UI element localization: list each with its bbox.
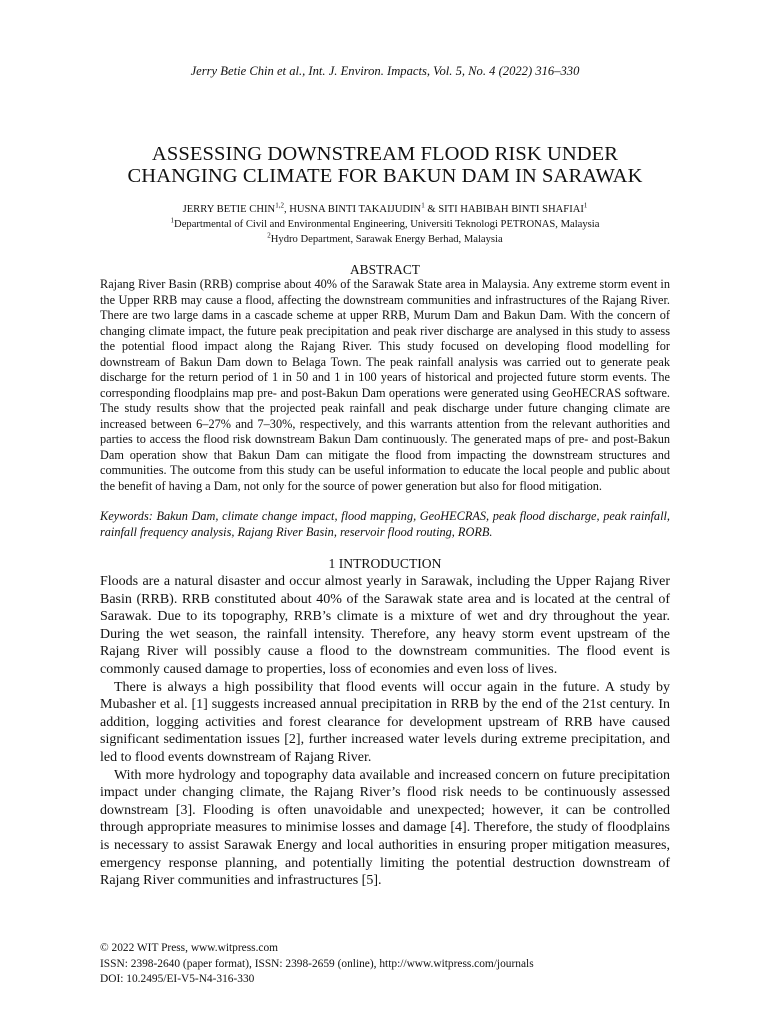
author-affil-marker: 1 [583, 201, 588, 210]
abstract-heading: ABSTRACT [350, 262, 420, 277]
author-name: JERRY BETIE CHIN [182, 204, 276, 215]
author-affil-marker: 1,2 [275, 201, 284, 210]
author-list [100, 202, 670, 217]
running-head: Jerry Betie Chin et al., Int. J. Environ. Impacts, Vol. 5, No. 4 (2022) 316–330 [190, 64, 580, 78]
title-line-2: CHANGING CLIMATE FOR BAKUN DAM IN SARAWAK [127, 165, 643, 187]
abstract-body: Rajang River Basin (RRB) comprise about 40% of the Sarawak State area in Malaysia. Any extreme storm event in the Upper RRB may cause a flood, affecting the downstream communities and infrastructures of the Rajang River. There are two large dams in a cascade scheme at upper RRB, Murum Dam and Bakun Dam. With the concern of changing climate impact, the future peak precipitation and peak river discharge are analysed in this study to assess the potential flood impact along the Rajang River. This study focused on developing flood modelling for downstream of Bakun Dam down to Belaga Town. The peak rainfall analysis was carried out to generate peak discharge for the return period of 1 in 50 and 1 in 100 years of historical and projected future storm events. The corresponding floodplains map pre- and post-Bakun Dam operations were generated using GeoHECRAS software. The study results show that the projected peak rainfall and peak discharge under future changing climate are increased between 6–27% and 7–30%, respectively, and this warrants attention from the relevant authorities and parties to access the flood risk downstream Bakun Dam continuously. The generated maps of pre- and post-Bakun Dam operation show that Bakun Dam can mitigate the flood from impacting the downstream structures and communities. The outcome from this study can be useful information to educate the local people and public about the benefit of having a Dam, not only for the source of power generation but also for flood mitigation. [100, 277, 670, 493]
paper-title [100, 143, 670, 187]
author-affil-marker: 1 [421, 201, 425, 210]
section-heading-introduction: 1 INTRODUCTION [328, 556, 442, 571]
issn-line: ISSN: 2398-2640 (paper format), ISSN: 2398-2659 (online), http://www.witpress.com/journals [100, 957, 534, 970]
paragraph: Floods are a natural disaster and occur almost yearly in Sarawak, including the Upper Rajang River Basin (RRB). RRB constituted about 40% of the Sarawak state area and is located at the central of Sarawak. Due to its topography, RRB’s climate is a mixture of wet and dry throughout the year. During the wet season, the rainfall intensity. Therefore, any heavy storm event upstream of the Rajang River will possibly cause a flood to the downstream communities. The flood event is commonly caused damage to properties, loss of economies and even loss of lives. [100, 574, 670, 677]
paragraph: With more hydrology and topography data available and increased concern on future precipitation impact under changing climate, the Rajang River’s flood risk needs to be continuously assessed downstream [3]. Flooding is often unavoidable and unexpected; however, it can be controlled through appropriate measures to minimise losses and damage [4]. Therefore, the study of floodplains is necessary to assist Sarawak Energy and local authorities in ensuring proper mitigation measures, emergency response planning, and potentially limiting the potential destruction downstream of Rajang River communities and infrastructures [5]. [100, 767, 670, 889]
author-name: , HUSNA BINTI TAKAIJUDIN [283, 204, 422, 215]
keywords: Keywords: Bakun Dam, climate change impact, flood mapping, GeoHECRAS, peak flood discharge, peak rainfall, rainfall frequency analysis, Rajang River Basin, reservoir flood routing, RORB. [100, 509, 670, 539]
page-footer [100, 941, 670, 988]
introduction-body [100, 573, 670, 890]
affiliation-2: $^2$Hydro Department, Sarawak Energy Berhad, Malaysia [267, 231, 503, 245]
doi-line: DOI: 10.2495/EI-V5-N4-316-330 [100, 973, 255, 985]
paragraph: There is always a high possibility that flood events will occur again in the future. A study by Mubasher et al. [1] suggests increased annual precipitation in RRB by the end of the 21st century. In addition, logging activities and forest clearance for development upstream of RRB have caused significant sedimentation issues [2], further increased water levels during extreme precipitation, and led to flood events downstream of Rajang River. [100, 679, 670, 765]
title-line-1: ASSESSING DOWNSTREAM FLOOD RISK UNDER [151, 143, 619, 165]
author-block [100, 202, 670, 247]
copyright-line: © 2022 WIT Press, www.witpress.com [100, 942, 279, 954]
affiliation-1: $^1$Departmental of Civil and Environmental Engineering, Universiti Teknologi PETRONAS, Malaysia [170, 216, 600, 230]
author-name: & SITI HABIBAH BINTI SHAFIAI [424, 204, 584, 215]
